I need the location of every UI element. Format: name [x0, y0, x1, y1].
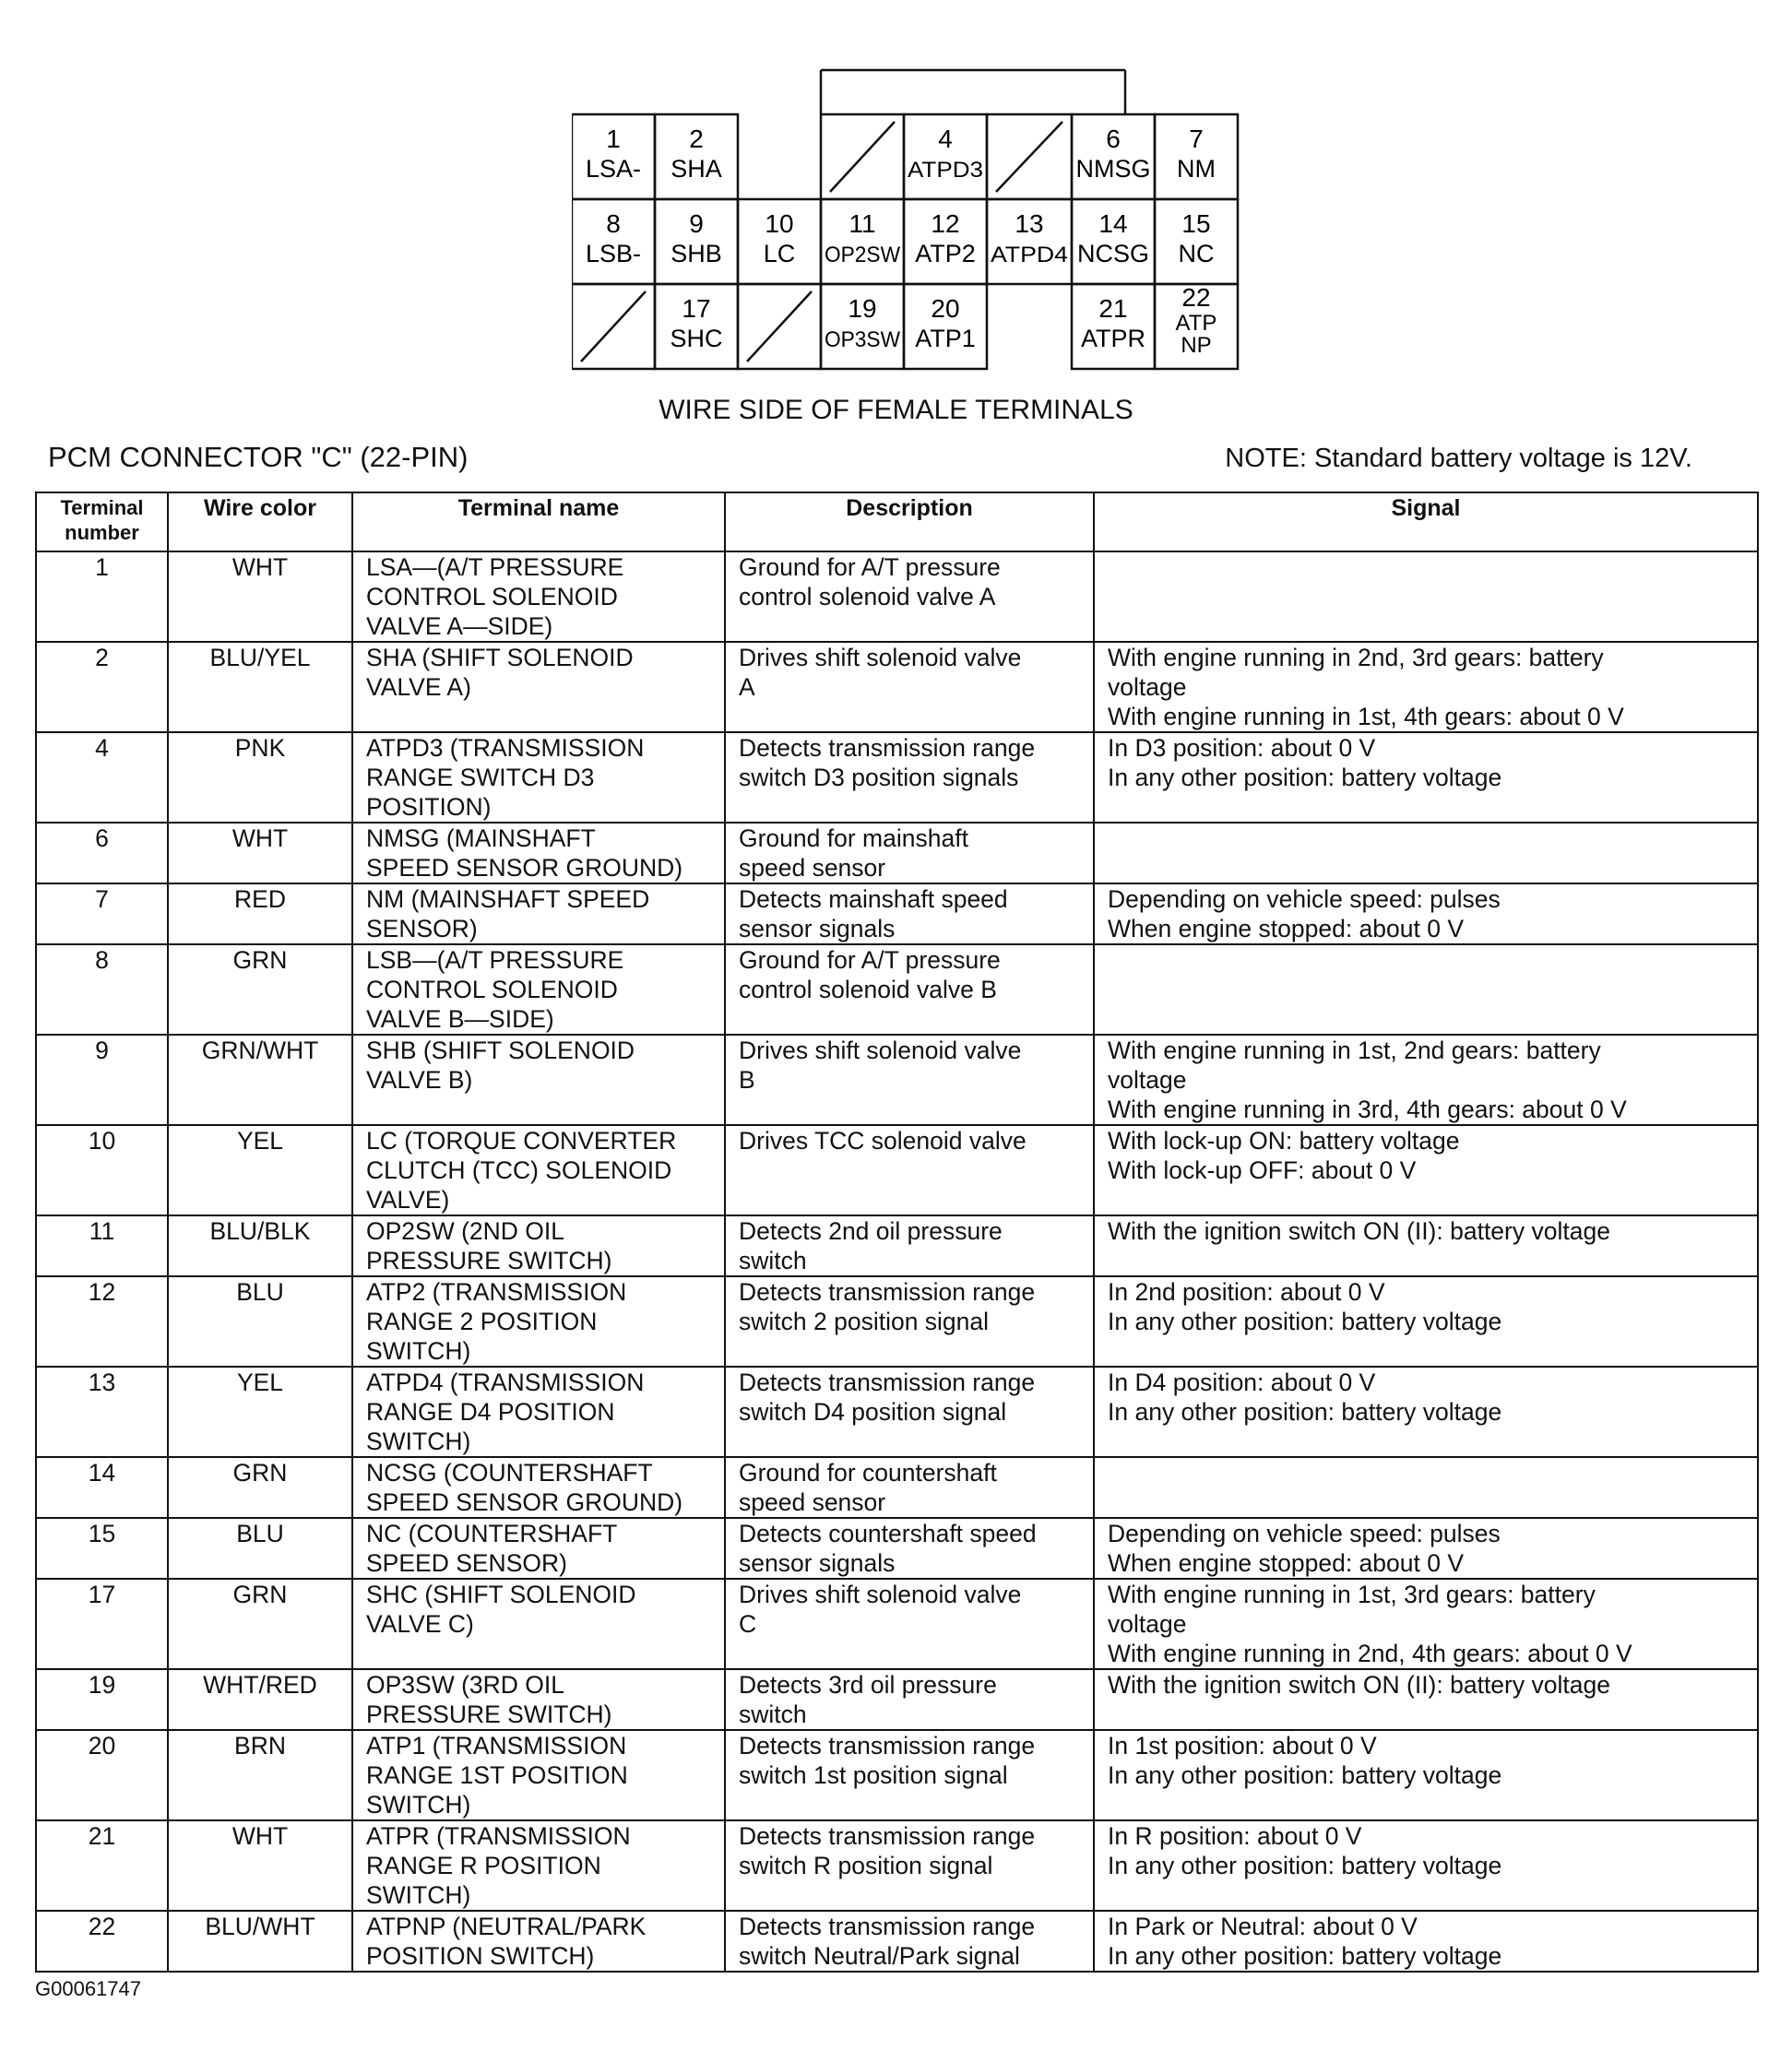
pin-name: NC: [1178, 240, 1215, 267]
description-cell: Detects transmission range switch 1st position signal: [725, 1730, 1094, 1820]
wire-color-cell: BLU/BLK: [168, 1215, 352, 1276]
blank-cavity-diagonal: [996, 122, 1062, 192]
description-cell: Drives shift solenoid valve C: [725, 1579, 1094, 1669]
table-row: [36, 732, 1758, 823]
terminal-name-cell: ATPR (TRANSMISSION RANGE R POSITION SWITCH): [352, 1820, 725, 1911]
wire-color-cell: YEL: [168, 1125, 352, 1215]
signal-cell: With lock-up ON: battery voltage With lock-up OFF: about 0 V: [1094, 1125, 1758, 1215]
terminal-name-cell: ATPD4 (TRANSMISSION RANGE D4 POSITION SWITCH): [352, 1367, 725, 1457]
signal-cell: [1094, 944, 1758, 1035]
table-row: [36, 1579, 1758, 1669]
terminal-name-cell: ATP2 (TRANSMISSION RANGE 2 POSITION SWITCH): [352, 1276, 725, 1367]
terminal-name-cell: OP3SW (3RD OIL PRESSURE SWITCH): [352, 1669, 725, 1730]
terminal-number-cell: 14: [36, 1457, 168, 1518]
pin-number: 19: [848, 294, 877, 323]
signal-cell: With engine running in 2nd, 3rd gears: battery voltage With engine running in 1st, 4th gears: about 0 V: [1094, 642, 1758, 732]
terminal-number-cell: 22: [36, 1911, 168, 1972]
terminal-number-cell: 13: [36, 1367, 168, 1457]
terminal-name-cell: SHB (SHIFT SOLENOID VALVE B): [352, 1035, 725, 1125]
pin-number: 9: [689, 209, 704, 238]
wire-color-cell: WHT: [168, 823, 352, 883]
description-cell: Detects transmission range switch D3 position signals: [725, 732, 1094, 823]
table-row: [36, 1669, 1758, 1730]
signal-cell: In D3 position: about 0 V In any other position: battery voltage: [1094, 732, 1758, 823]
terminal-number-cell: 11: [36, 1215, 168, 1276]
table-row: [36, 1730, 1758, 1820]
table-row: [36, 1215, 1758, 1276]
pin-name: NM: [1177, 155, 1216, 183]
pin-number: 12: [931, 209, 960, 238]
pin-number: 2: [689, 124, 704, 153]
pin-number: 4: [938, 124, 953, 153]
pin-number: 11: [849, 209, 876, 238]
terminal-name-cell: NM (MAINSHAFT SPEED SENSOR): [352, 883, 725, 944]
description-cell: Detects transmission range switch R position signal: [725, 1820, 1094, 1911]
terminal-number-cell: 7: [36, 883, 168, 944]
terminal-number-cell: 21: [36, 1820, 168, 1911]
table-row: [36, 551, 1758, 642]
signal-cell: In D4 position: about 0 V In any other position: battery voltage: [1094, 1367, 1758, 1457]
header-description: Description: [725, 492, 1094, 551]
description-cell: Detects transmission range switch 2 position signal: [725, 1276, 1094, 1367]
terminal-table-body: [36, 551, 1758, 1972]
battery-voltage-note: NOTE: Standard battery voltage is 12V.: [1225, 444, 1692, 473]
wire-color-cell: RED: [168, 883, 352, 944]
signal-cell: In Park or Neutral: about 0 V In any other position: battery voltage: [1094, 1911, 1758, 1972]
description-cell: Detects countershaft speed sensor signals: [725, 1518, 1094, 1579]
table-row: [36, 944, 1758, 1035]
blank-cavity-diagonal: [830, 122, 895, 192]
pin-name: NP: [1181, 333, 1212, 358]
wire-color-cell: GRN: [168, 1457, 352, 1518]
description-cell: Ground for countershaft speed sensor: [725, 1457, 1094, 1518]
wire-color-cell: GRN: [168, 944, 352, 1035]
wire-color-cell: BLU/YEL: [168, 642, 352, 732]
pin-number: 6: [1106, 124, 1121, 153]
table-row: [36, 1367, 1758, 1457]
table-row: [36, 883, 1758, 944]
pin-number: 13: [1015, 209, 1044, 238]
pin-name: OP3SW: [825, 327, 901, 352]
terminal-number-cell: 15: [36, 1518, 168, 1579]
description-cell: Detects mainshaft speed sensor signals: [725, 883, 1094, 944]
terminal-number-cell: 4: [36, 732, 168, 823]
pin-name: SHA: [671, 155, 722, 183]
terminal-number-cell: 9: [36, 1035, 168, 1125]
terminal-name-cell: LC (TORQUE CONVERTER CLUTCH (TCC) SOLENOID VALVE): [352, 1125, 725, 1215]
wire-color-cell: BLU: [168, 1518, 352, 1579]
pin-number: 22: [1181, 283, 1211, 312]
signal-cell: In 2nd position: about 0 V In any other position: battery voltage: [1094, 1276, 1758, 1367]
pin-number: 17: [682, 294, 711, 323]
header-terminal-number: Terminal number: [36, 492, 168, 551]
description-cell: Detects 3rd oil pressure switch: [725, 1669, 1094, 1730]
wire-color-cell: WHT: [168, 551, 352, 642]
signal-cell: In R position: about 0 V In any other position: battery voltage: [1094, 1820, 1758, 1911]
wire-color-cell: WHT/RED: [168, 1669, 352, 1730]
description-cell: Drives shift solenoid valve A: [725, 642, 1094, 732]
terminal-name-cell: NCSG (COUNTERSHAFT SPEED SENSOR GROUND): [352, 1457, 725, 1518]
terminal-name-cell: LSA—(A/T PRESSURE CONTROL SOLENOID VALVE A—SIDE): [352, 551, 725, 642]
figure-id: G00061747: [35, 1977, 141, 2000]
description-cell: Drives shift solenoid valve B: [725, 1035, 1094, 1125]
table-row: [36, 642, 1758, 732]
wire-color-cell: WHT: [168, 1820, 352, 1911]
pin-name: ATPD3: [908, 158, 983, 183]
terminal-number-cell: 19: [36, 1669, 168, 1730]
terminal-name-cell: LSB—(A/T PRESSURE CONTROL SOLENOID VALVE B—SIDE): [352, 944, 725, 1035]
pin-name: ATP2: [915, 240, 976, 267]
pin-name: NCSG: [1076, 240, 1150, 267]
table-row: [36, 1911, 1758, 1972]
signal-cell: With the ignition switch ON (II): battery voltage: [1094, 1215, 1758, 1276]
terminal-name-cell: NC (COUNTERSHAFT SPEED SENSOR): [352, 1518, 725, 1579]
pin-name: NMSG: [1075, 155, 1151, 183]
terminal-name-cell: ATP1 (TRANSMISSION RANGE 1ST POSITION SWITCH): [352, 1730, 725, 1820]
signal-cell: [1094, 551, 1758, 642]
terminal-number-cell: 2: [36, 642, 168, 732]
pin-number: 10: [765, 209, 794, 238]
description-cell: Detects 2nd oil pressure switch: [725, 1215, 1094, 1276]
signal-cell: In 1st position: about 0 V In any other position: battery voltage: [1094, 1730, 1758, 1820]
pin-name: ATP: [1175, 311, 1217, 336]
pin-number: 15: [1181, 209, 1211, 238]
table-row: [36, 1125, 1758, 1215]
signal-cell: [1094, 1457, 1758, 1518]
blank-cavity-diagonal: [747, 291, 812, 361]
header-wire-color: Wire color: [168, 492, 352, 551]
terminal-number-cell: 17: [36, 1579, 168, 1669]
signal-cell: With engine running in 1st, 3rd gears: battery voltage With engine running in 2nd, 4th gears: about 0 V: [1094, 1579, 1758, 1669]
terminal-number-cell: 20: [36, 1730, 168, 1820]
pin-name: LSA-: [585, 155, 642, 183]
wire-side-caption: WIRE SIDE OF FEMALE TERMINALS: [659, 395, 1133, 425]
signal-cell: Depending on vehicle speed: pulses When engine stopped: about 0 V: [1094, 883, 1758, 944]
signal-cell: With engine running in 1st, 2nd gears: battery voltage With engine running in 3rd, 4th gears: about 0 V: [1094, 1035, 1758, 1125]
pin-name: LSB-: [585, 240, 642, 267]
header-signal: Signal: [1094, 492, 1758, 551]
terminal-number-cell: 1: [36, 551, 168, 642]
description-cell: Ground for A/T pressure control solenoid valve B: [725, 944, 1094, 1035]
table-row: [36, 1518, 1758, 1579]
pin-number: 21: [1098, 294, 1128, 323]
signal-cell: Depending on vehicle speed: pulses When engine stopped: about 0 V: [1094, 1518, 1758, 1579]
wire-color-cell: BLU: [168, 1276, 352, 1367]
terminal-table: [35, 492, 1759, 1973]
wire-color-cell: PNK: [168, 732, 352, 823]
signal-cell: [1094, 823, 1758, 883]
description-cell: Ground for mainshaft speed sensor: [725, 823, 1094, 883]
terminal-name-cell: ATPD3 (TRANSMISSION RANGE SWITCH D3 POSITION): [352, 732, 725, 823]
pin-name: SHC: [670, 325, 723, 352]
wire-color-cell: BLU/WHT: [168, 1911, 352, 1972]
pin-name: ATPR: [1080, 325, 1146, 352]
terminal-name-cell: ATPNP (NEUTRAL/PARK POSITION SWITCH): [352, 1911, 725, 1972]
blank-cavity-diagonal: [581, 291, 646, 361]
connector-title: PCM CONNECTOR "C" (22-PIN): [48, 441, 469, 473]
signal-cell: With the ignition switch ON (II): battery voltage: [1094, 1669, 1758, 1730]
table-row: [36, 1820, 1758, 1911]
pin-number: 1: [606, 124, 621, 153]
wire-color-cell: BRN: [168, 1730, 352, 1820]
table-row: [36, 1276, 1758, 1367]
wire-color-cell: YEL: [168, 1367, 352, 1457]
pin-name: ATPD4: [991, 243, 1068, 267]
description-cell: Detects transmission range switch D4 position signal: [725, 1367, 1094, 1457]
description-cell: Drives TCC solenoid valve: [725, 1125, 1094, 1215]
wire-color-cell: GRN/WHT: [168, 1035, 352, 1125]
wire-color-cell: GRN: [168, 1579, 352, 1669]
terminal-name-cell: NMSG (MAINSHAFT SPEED SENSOR GROUND): [352, 823, 725, 883]
pin-number: 8: [606, 209, 621, 238]
terminal-number-cell: 8: [36, 944, 168, 1035]
header-terminal-name: Terminal name: [352, 492, 725, 551]
pin-number: 14: [1098, 209, 1128, 238]
pin-name: ATP1: [915, 325, 976, 352]
description-cell: Ground for A/T pressure control solenoid valve A: [725, 551, 1094, 642]
table-row: [36, 823, 1758, 883]
pin-number: 7: [1189, 124, 1204, 153]
description-cell: Detects transmission range switch Neutral/Park signal: [725, 1911, 1094, 1972]
pin-name: SHB: [671, 240, 722, 267]
terminal-name-cell: OP2SW (2ND OIL PRESSURE SWITCH): [352, 1215, 725, 1276]
table-row: [36, 1457, 1758, 1518]
table-row: [36, 1035, 1758, 1125]
pin-number: 20: [931, 294, 960, 323]
terminal-name-cell: SHA (SHIFT SOLENOID VALVE A): [352, 642, 725, 732]
table-header-row: [36, 492, 1758, 551]
pin-name: OP2SW: [825, 243, 901, 267]
terminal-name-cell: SHC (SHIFT SOLENOID VALVE C): [352, 1579, 725, 1669]
terminal-number-cell: 12: [36, 1276, 168, 1367]
connector-diagram: [572, 68, 1254, 377]
terminal-number-cell: 6: [36, 823, 168, 883]
terminal-number-cell: 10: [36, 1125, 168, 1215]
pin-name: LC: [763, 240, 796, 267]
